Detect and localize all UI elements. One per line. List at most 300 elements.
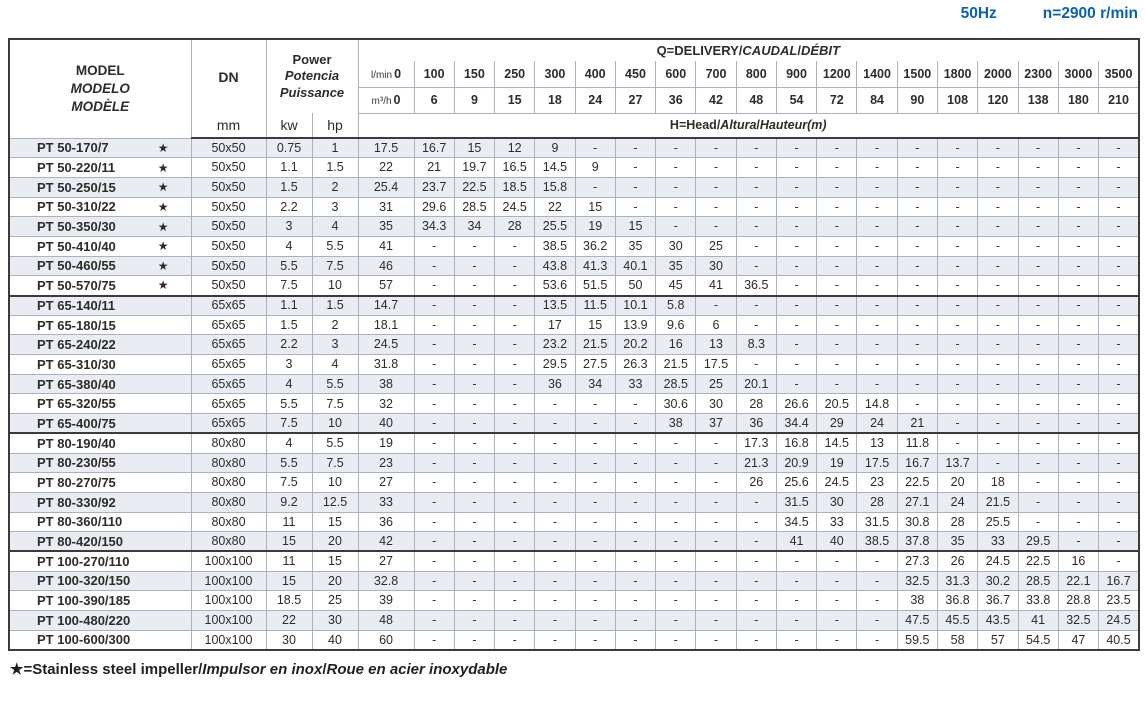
model-cell xyxy=(9,217,191,237)
model-name: PT 80-230/55 xyxy=(37,455,116,471)
table-row xyxy=(9,197,1139,217)
head-value-cell: - xyxy=(615,492,655,512)
head-value-cell: - xyxy=(897,217,937,237)
kw-cell: 7.5 xyxy=(266,276,312,296)
head-value-cell: - xyxy=(575,394,615,414)
head-value-cell: 14.7 xyxy=(358,296,414,316)
head-value-cell: 16.7 xyxy=(897,453,937,473)
head-value-cell: - xyxy=(615,138,655,158)
head-value-cell: 46 xyxy=(358,256,414,276)
head-value-cell: 17.5 xyxy=(358,138,414,158)
head-value-cell: - xyxy=(857,276,897,296)
head-value-cell: - xyxy=(615,591,655,611)
head-value-cell: - xyxy=(615,394,655,414)
head-value-cell: - xyxy=(1058,177,1098,197)
flow-lmin-value-cell: 400 xyxy=(575,61,615,87)
head-value-cell: - xyxy=(535,414,575,434)
head-value-cell: 20 xyxy=(937,473,977,493)
head-value-cell: 60 xyxy=(358,630,414,650)
head-value-cell: - xyxy=(615,433,655,453)
head-value-cell: - xyxy=(978,177,1018,197)
table-row xyxy=(9,217,1139,237)
head-value-cell: - xyxy=(736,197,776,217)
head-value-cell: 35 xyxy=(615,236,655,256)
flow-m3h-value-cell: 84 xyxy=(857,87,897,113)
hp-cell: 1.5 xyxy=(312,158,358,178)
head-value-cell: 19.7 xyxy=(454,158,494,178)
kw-cell: 11 xyxy=(266,551,312,571)
head-value-cell: - xyxy=(817,197,857,217)
head-value-cell: 30 xyxy=(696,256,736,276)
head-value-cell: - xyxy=(1058,532,1098,552)
head-value-cell: 27.3 xyxy=(897,551,937,571)
hp-cell: 5.5 xyxy=(312,374,358,394)
head-value-cell: - xyxy=(1099,138,1139,158)
head-value-cell: - xyxy=(857,197,897,217)
head-value-cell: - xyxy=(857,374,897,394)
head-value-cell: - xyxy=(1058,217,1098,237)
model-cell xyxy=(9,551,191,571)
head-value-cell: - xyxy=(1058,355,1098,375)
model-name: PT 65-180/15 xyxy=(37,317,116,333)
head-value-cell: 18.1 xyxy=(358,315,414,335)
table-row xyxy=(9,551,1139,571)
head-value-cell: 21 xyxy=(414,158,454,178)
head-value-cell: - xyxy=(495,296,535,316)
text-segment: Roue en acier inoxydable xyxy=(326,660,508,678)
head-value-cell: - xyxy=(776,611,816,631)
head-value-cell: - xyxy=(978,236,1018,256)
head-value-cell: - xyxy=(776,197,816,217)
table-row xyxy=(9,532,1139,552)
head-value-cell: - xyxy=(817,551,857,571)
head-value-cell: - xyxy=(736,177,776,197)
dn-cell: 65x65 xyxy=(191,296,266,316)
head-value-cell: 24.5 xyxy=(1099,611,1139,631)
hp-cell: 40 xyxy=(312,630,358,650)
head-value-cell: - xyxy=(495,256,535,276)
dn-cell: 50x50 xyxy=(191,236,266,256)
head-value-cell: - xyxy=(696,433,736,453)
head-value-cell: 27.5 xyxy=(575,355,615,375)
head-value-cell: 16 xyxy=(1058,551,1098,571)
head-value-cell: 28.5 xyxy=(1018,571,1058,591)
head-value-cell: - xyxy=(696,571,736,591)
head-value-cell: - xyxy=(414,571,454,591)
head-value-cell: - xyxy=(1099,315,1139,335)
model-cell xyxy=(9,374,191,394)
head-value-cell: 20.5 xyxy=(817,394,857,414)
kw-cell: 4 xyxy=(266,433,312,453)
head-value-cell: 25 xyxy=(696,374,736,394)
model-column-header xyxy=(9,39,191,138)
text-segment: Hauteur(m) xyxy=(759,118,827,133)
dn-cell: 50x50 xyxy=(191,256,266,276)
hp-cell: 5.5 xyxy=(312,236,358,256)
head-value-cell: - xyxy=(978,256,1018,276)
head-value-cell: - xyxy=(978,315,1018,335)
head-value-cell: 34.3 xyxy=(414,217,454,237)
table-row xyxy=(9,492,1139,512)
model-name: PT 100-390/185 xyxy=(37,593,131,609)
head-value-cell: 24.5 xyxy=(978,551,1018,571)
head-value-cell: 20.2 xyxy=(615,335,655,355)
head-value-cell: - xyxy=(656,138,696,158)
head-value-cell: - xyxy=(897,394,937,414)
model-cell xyxy=(9,158,191,178)
head-value-cell: - xyxy=(495,532,535,552)
head-value-cell: - xyxy=(1018,315,1058,335)
head-value-cell: 33 xyxy=(817,512,857,532)
head-value-cell: - xyxy=(736,551,776,571)
head-value-cell: - xyxy=(1058,296,1098,316)
model-cell xyxy=(9,355,191,375)
head-value-cell: 53.6 xyxy=(535,276,575,296)
head-value-cell: - xyxy=(454,276,494,296)
head-value-cell: 25.6 xyxy=(776,473,816,493)
head-value-cell: 34 xyxy=(454,217,494,237)
head-value-cell: 17.5 xyxy=(696,355,736,375)
head-value-cell: - xyxy=(454,473,494,493)
head-value-cell: 5.8 xyxy=(656,296,696,316)
model-cell xyxy=(9,453,191,473)
head-value-cell: 22.5 xyxy=(897,473,937,493)
model-name: PT 65-320/55 xyxy=(37,396,116,412)
head-value-cell: - xyxy=(1058,433,1098,453)
table-row xyxy=(9,236,1139,256)
head-value-cell: - xyxy=(897,335,937,355)
head-value-cell: 9 xyxy=(535,138,575,158)
stainless-star-icon: ★ xyxy=(157,180,169,195)
head-value-cell: - xyxy=(1099,256,1139,276)
head-value-cell: - xyxy=(776,355,816,375)
head-value-cell: - xyxy=(615,611,655,631)
head-value-cell: 57 xyxy=(358,276,414,296)
flow-m3h-value-cell: 90 xyxy=(897,87,937,113)
head-value-cell: 35 xyxy=(656,256,696,276)
hp-cell: 20 xyxy=(312,571,358,591)
hp-cell: 4 xyxy=(312,217,358,237)
hp-cell: 1 xyxy=(312,138,358,158)
head-value-cell: - xyxy=(776,256,816,276)
head-value-cell: - xyxy=(817,355,857,375)
head-value-cell: - xyxy=(615,512,655,532)
dn-cell: 100x100 xyxy=(191,611,266,631)
table-row xyxy=(9,177,1139,197)
dn-cell: 65x65 xyxy=(191,414,266,434)
delivery-title xyxy=(358,39,1139,61)
head-value-cell: 13.7 xyxy=(937,453,977,473)
head-value-cell: - xyxy=(575,611,615,631)
head-value-cell: - xyxy=(937,296,977,316)
stainless-star-icon: ★ xyxy=(157,160,169,175)
head-value-cell: - xyxy=(857,138,897,158)
head-value-cell: - xyxy=(696,296,736,316)
text-segment: H=Head/ xyxy=(669,118,721,133)
head-value-cell: - xyxy=(1058,197,1098,217)
head-value-cell: 36.5 xyxy=(736,276,776,296)
table-row xyxy=(9,512,1139,532)
head-value-cell: - xyxy=(696,138,736,158)
kw-unit-label: kw xyxy=(266,113,312,138)
head-value-cell: 26.6 xyxy=(776,394,816,414)
head-value-cell: - xyxy=(736,492,776,512)
head-value-cell: 30 xyxy=(817,492,857,512)
head-value-cell: 24.5 xyxy=(817,473,857,493)
head-value-cell: - xyxy=(1099,276,1139,296)
head-value-cell: - xyxy=(1018,414,1058,434)
head-value-cell: - xyxy=(857,551,897,571)
text-segment: Altura xyxy=(720,118,757,133)
head-value-cell: - xyxy=(937,394,977,414)
hp-cell: 2 xyxy=(312,315,358,335)
head-value-cell: 19 xyxy=(817,453,857,473)
flow-lmin-unit-label: l/min xyxy=(370,69,393,81)
model-name: PT 50-250/15 xyxy=(37,179,116,195)
head-value-cell: - xyxy=(817,256,857,276)
head-value-cell: 58 xyxy=(937,630,977,650)
head-value-cell: 23.5 xyxy=(1099,591,1139,611)
head-value-cell: 30 xyxy=(696,394,736,414)
dn-cell: 50x50 xyxy=(191,276,266,296)
head-value-cell: - xyxy=(817,177,857,197)
dn-cell: 50x50 xyxy=(191,158,266,178)
head-value-cell: - xyxy=(696,492,736,512)
head-value-cell: - xyxy=(937,433,977,453)
head-value-cell: - xyxy=(1058,315,1098,335)
head-value-cell: 42 xyxy=(358,532,414,552)
head-value-cell: 22.5 xyxy=(454,177,494,197)
head-value-cell: - xyxy=(575,473,615,493)
flow-m3h-unit-label: m³/h xyxy=(371,96,392,107)
head-value-cell: 33 xyxy=(615,374,655,394)
hp-cell: 5.5 xyxy=(312,433,358,453)
head-value-cell: - xyxy=(454,296,494,316)
head-value-cell: - xyxy=(1099,532,1139,552)
head-value-cell: 34 xyxy=(575,374,615,394)
head-value-cell: 30.8 xyxy=(897,512,937,532)
table-row xyxy=(9,394,1139,414)
head-value-cell: - xyxy=(978,394,1018,414)
head-value-cell: - xyxy=(736,532,776,552)
head-value-cell: - xyxy=(575,630,615,650)
head-value-cell: - xyxy=(535,453,575,473)
dn-unit-label: mm xyxy=(191,113,266,138)
dn-cell: 80x80 xyxy=(191,453,266,473)
head-value-cell: - xyxy=(615,551,655,571)
model-name: PT 80-270/75 xyxy=(37,475,116,491)
head-value-cell: - xyxy=(1018,492,1058,512)
head-value-cell: 40 xyxy=(358,414,414,434)
head-value-cell: - xyxy=(1058,492,1098,512)
head-value-cell: 12 xyxy=(495,138,535,158)
head-value-cell: - xyxy=(857,236,897,256)
head-value-cell: - xyxy=(937,414,977,434)
head-value-cell: 9.6 xyxy=(656,315,696,335)
head-value-cell: 13.9 xyxy=(615,315,655,335)
head-value-cell: - xyxy=(1099,473,1139,493)
flow-lmin-value-cell: 1500 xyxy=(897,61,937,87)
pump-performance-table xyxy=(8,38,1140,651)
head-value-cell: 15 xyxy=(575,197,615,217)
flow-lmin-value-cell: 2000 xyxy=(978,61,1018,87)
head-value-cell: 38 xyxy=(656,414,696,434)
flow-m3h-zero-cell xyxy=(358,87,414,113)
head-value-cell: 17.3 xyxy=(736,433,776,453)
head-value-cell: - xyxy=(454,335,494,355)
head-value-cell: 41.3 xyxy=(575,256,615,276)
head-value-cell: - xyxy=(937,335,977,355)
head-value-cell: 48 xyxy=(358,611,414,631)
kw-cell: 11 xyxy=(266,512,312,532)
head-value-cell: - xyxy=(495,414,535,434)
head-value-cell: - xyxy=(1018,374,1058,394)
head-value-cell: 24.5 xyxy=(358,335,414,355)
head-value-cell: 25.4 xyxy=(358,177,414,197)
flow-m3h-value-cell: 120 xyxy=(978,87,1018,113)
head-value-cell: 38 xyxy=(358,374,414,394)
head-value-cell: 28 xyxy=(495,217,535,237)
model-name: PT 50-350/30 xyxy=(37,219,116,235)
head-value-cell: - xyxy=(696,591,736,611)
head-value-cell: - xyxy=(736,611,776,631)
head-value-cell: - xyxy=(575,414,615,434)
head-value-cell: - xyxy=(776,276,816,296)
head-value-cell: 47 xyxy=(1058,630,1098,650)
head-value-cell: 43.5 xyxy=(978,611,1018,631)
table-row xyxy=(9,473,1139,493)
head-value-cell: - xyxy=(1058,256,1098,276)
head-value-cell: - xyxy=(1099,433,1139,453)
stainless-star-icon: ★ xyxy=(157,140,169,155)
hp-cell: 10 xyxy=(312,473,358,493)
model-name: PT 80-360/110 xyxy=(37,514,123,530)
head-value-cell: - xyxy=(454,433,494,453)
head-value-cell: - xyxy=(575,138,615,158)
head-value-cell: 22 xyxy=(535,197,575,217)
head-value-cell: - xyxy=(696,611,736,631)
head-value-cell: - xyxy=(776,138,816,158)
head-value-cell: 41 xyxy=(776,532,816,552)
head-value-cell: 37 xyxy=(696,414,736,434)
head-value-cell: 23 xyxy=(857,473,897,493)
head-value-cell: - xyxy=(1099,296,1139,316)
head-value-cell: - xyxy=(414,374,454,394)
head-value-cell: - xyxy=(454,551,494,571)
stainless-star-icon: ★ xyxy=(157,199,169,214)
head-value-cell: - xyxy=(615,630,655,650)
head-value-cell: - xyxy=(736,296,776,316)
head-value-cell: - xyxy=(897,236,937,256)
head-value-cell: - xyxy=(656,512,696,532)
model-cell xyxy=(9,236,191,256)
model-cell xyxy=(9,473,191,493)
head-value-cell: - xyxy=(1018,296,1058,316)
head-value-cell: - xyxy=(1099,374,1139,394)
table-row xyxy=(9,374,1139,394)
kw-cell: 5.5 xyxy=(266,256,312,276)
hp-cell: 12.5 xyxy=(312,492,358,512)
table-row xyxy=(9,138,1139,158)
head-value-cell: 34.4 xyxy=(776,414,816,434)
flow-lmin-value-cell: 700 xyxy=(696,61,736,87)
text-segment: Impulsor en inox xyxy=(202,660,323,678)
head-value-cell: 31.3 xyxy=(937,571,977,591)
head-value-cell: - xyxy=(575,532,615,552)
text-segment: / xyxy=(322,660,327,678)
head-value-cell: - xyxy=(414,453,454,473)
flow-m3h-value-cell: 9 xyxy=(454,87,494,113)
model-header-en: MODEL xyxy=(75,63,125,79)
kw-cell: 30 xyxy=(266,630,312,650)
flow-lmin-value-cell: 100 xyxy=(414,61,454,87)
kw-cell: 22 xyxy=(266,611,312,631)
footnote xyxy=(10,660,1146,678)
flow-m3h-value-cell: 42 xyxy=(696,87,736,113)
head-value-cell: 38 xyxy=(897,591,937,611)
head-value-cell: - xyxy=(736,315,776,335)
flow-lmin-zero-cell xyxy=(358,61,414,87)
head-value-cell: - xyxy=(937,138,977,158)
head-value-cell: 28 xyxy=(857,492,897,512)
flow-m3h-value-cell: 210 xyxy=(1099,87,1139,113)
model-header-es: MODELO xyxy=(70,80,130,96)
head-value-cell: 28 xyxy=(736,394,776,414)
head-value-cell: - xyxy=(495,591,535,611)
model-cell xyxy=(9,315,191,335)
head-value-cell: - xyxy=(978,374,1018,394)
flow-lmin-value-cell: 150 xyxy=(454,61,494,87)
head-value-cell: 59.5 xyxy=(897,630,937,650)
head-value-cell: - xyxy=(696,551,736,571)
head-value-cell: 45 xyxy=(656,276,696,296)
model-name: PT 65-400/75 xyxy=(37,415,116,431)
head-value-cell: - xyxy=(776,296,816,316)
head-value-cell: 36 xyxy=(535,374,575,394)
flow-m3h-value-cell: 138 xyxy=(1018,87,1058,113)
title-bar xyxy=(0,0,1140,38)
head-value-cell: - xyxy=(414,296,454,316)
head-value-cell: - xyxy=(495,630,535,650)
head-value-cell: - xyxy=(1099,551,1139,571)
dn-column-header: DN xyxy=(191,39,266,113)
flow-m3h-value-cell: 54 xyxy=(776,87,816,113)
flow-lmin-value-cell: 2300 xyxy=(1018,61,1058,87)
head-value-cell: - xyxy=(1058,374,1098,394)
head-value-cell: - xyxy=(857,177,897,197)
model-name: PT 80-420/150 xyxy=(37,533,124,549)
head-value-cell: - xyxy=(1018,177,1058,197)
table-header xyxy=(9,39,1139,138)
table-row xyxy=(9,158,1139,178)
hp-cell: 7.5 xyxy=(312,453,358,473)
head-value-cell: - xyxy=(857,256,897,276)
model-header-fr: MODÈLE xyxy=(71,98,130,114)
model-cell xyxy=(9,394,191,414)
head-value-cell: 31.5 xyxy=(776,492,816,512)
head-value-cell: - xyxy=(857,315,897,335)
head-value-cell: - xyxy=(1099,512,1139,532)
head-value-cell: - xyxy=(857,296,897,316)
head-value-cell: - xyxy=(414,473,454,493)
head-value-cell: 31.8 xyxy=(358,355,414,375)
head-value-cell: 39 xyxy=(358,591,414,611)
table-row xyxy=(9,591,1139,611)
head-value-cell: - xyxy=(656,453,696,473)
head-value-cell: - xyxy=(978,335,1018,355)
head-value-cell: - xyxy=(575,433,615,453)
model-cell xyxy=(9,256,191,276)
